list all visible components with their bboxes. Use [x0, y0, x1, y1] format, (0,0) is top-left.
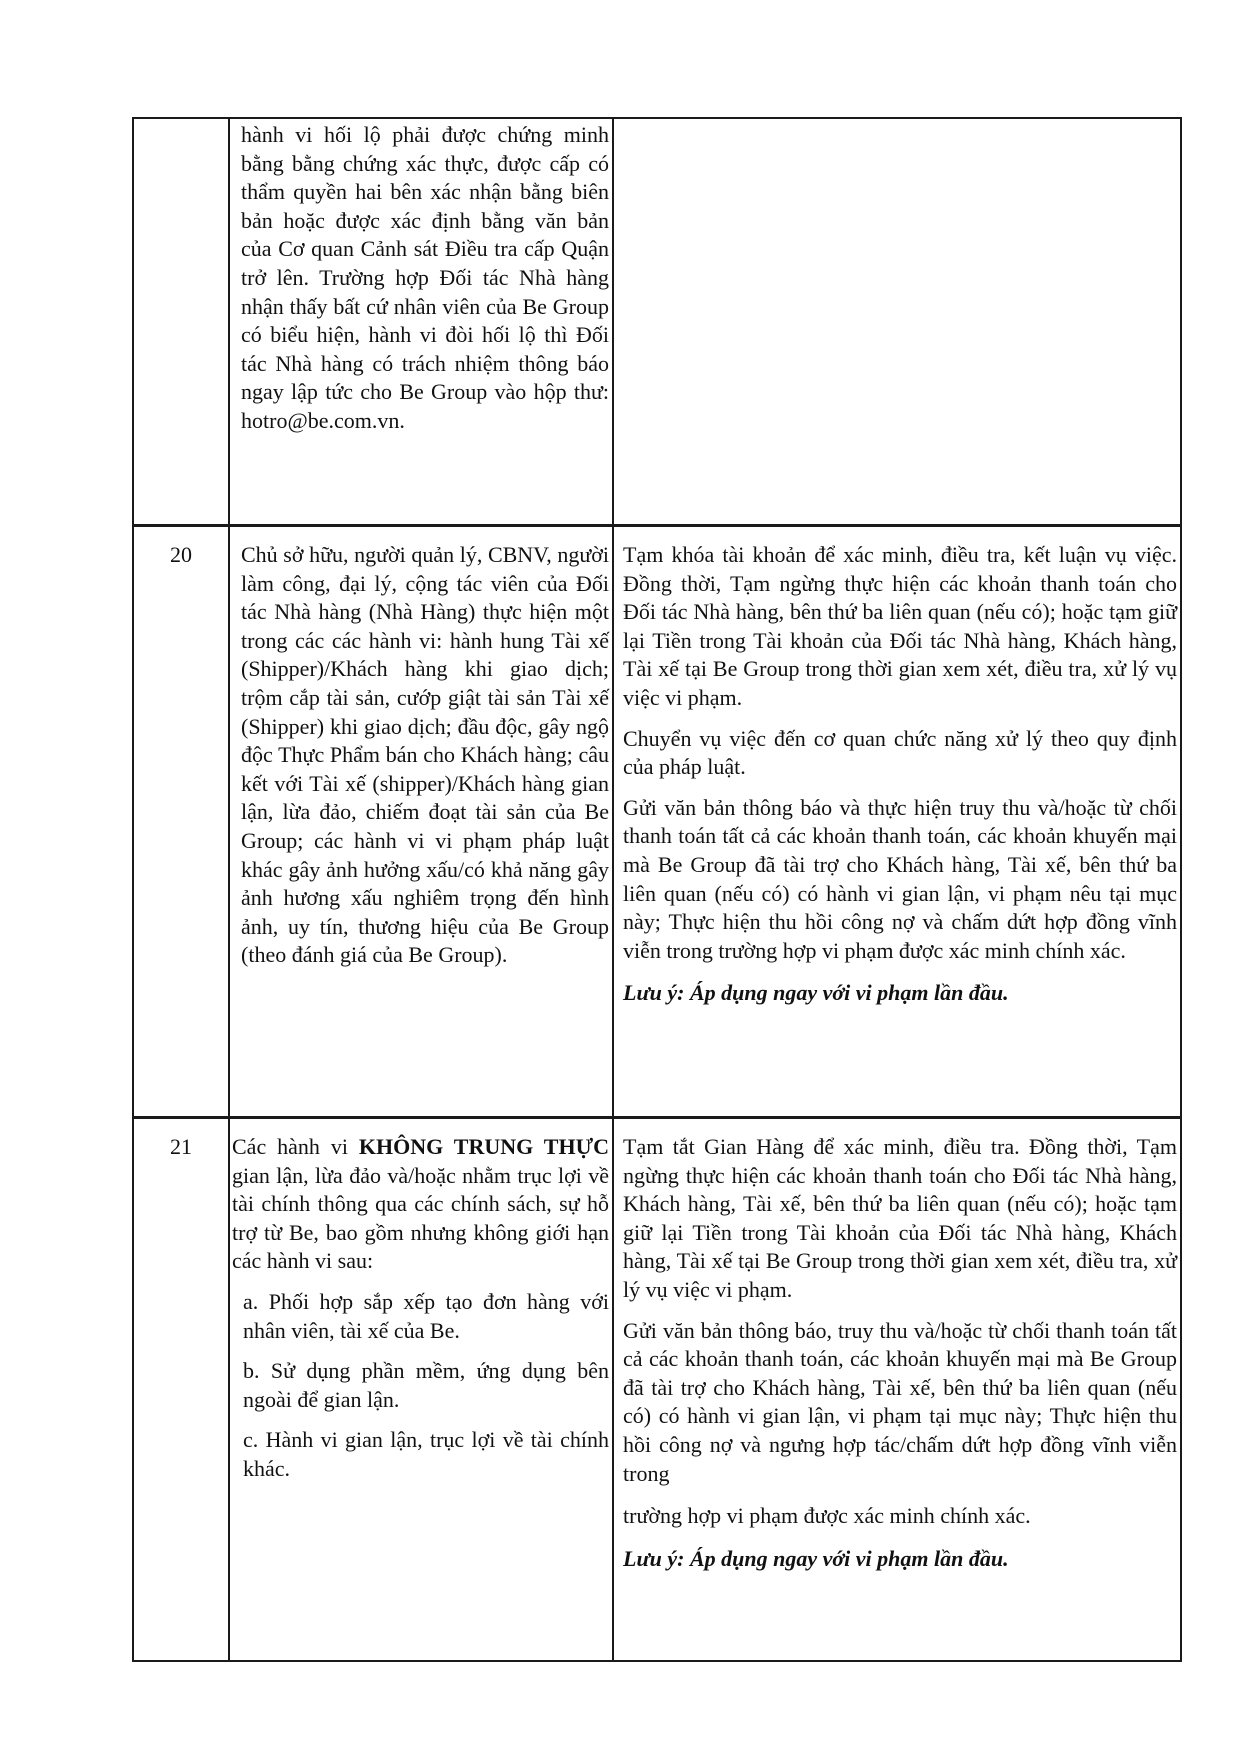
penalty-note: Lưu ý: Áp dụng ngay với vi phạm lần đầu. [623, 980, 1009, 1006]
violation-description-cell [229, 1118, 613, 1662]
penalty-paragraph: Gửi văn bản thông báo và thực hiện truy thu và/hoặc từ chối thanh toán tất cả các khoản thanh toán, các khoản khuyến mại mà Be Group đã tài trợ cho Khách hàng, Tài xế, bên thứ ba liên quan (nếu có) có hành vi gian lận, vi phạm nêu tại mục này; Thực hiện thu hồi công nợ và chấm dứt hợp đồng vĩnh viễn trong trường hợp vi phạm được xác minh chính xác. [623, 794, 1177, 963]
penalty-paragraph: Tạm tắt Gian Hàng để xác minh, điều tra. Đồng thời, Tạm ngừng thực hiện các khoản thanh toán cho Đối tác Nhà hàng, Khách hàng, Tài xế, bên thứ ba liên quan (nếu có); hoặc tạm giữ lại Tiền trong Tài khoản của Đối tác Nhà hàng, Khách hàng, Tài xế tại Be Group trong thời gian xem xét, điều tra, xử lý vụ việc vi phạm. [623, 1134, 1177, 1302]
row-number-cell [133, 118, 229, 526]
penalty-cell [613, 1118, 1181, 1662]
penalty-paragraph: Gửi văn bản thông báo, truy thu và/hoặc từ chối thanh toán tất cả các khoản thanh toán, các khoản khuyến mại mà Be Group đã tài trợ cho Khách hàng, Tài xế, bên thứ ba liên quan (nếu có) có hành vi gian lận, vi phạm tại mục này; Thực hiện thu hồi công nợ và ngưng hợp tác/chấm dứt hợp đồng vĩnh viễn trong [623, 1317, 1177, 1486]
violation-table [132, 117, 1182, 1662]
description-keyword: KHÔNG TRUNG THỰC [358, 1134, 609, 1159]
table-row-20 [133, 526, 1181, 1118]
penalty-paragraph: Tạm khóa tài khoản để xác minh, điều tra, kết luận vụ việc. Đồng thời, Tạm ngừng thực hiện các khoản thanh toán cho Đối tác Nhà hàng, bên thứ ba liên quan (nếu có); hoặc tạm giữ lại Tiền trong Tài khoản của Đối tác Nhà hàng, Khách hàng, Tài xế tại Be Group trong thời gian xem xét, điều tra, xử lý vụ việc vi phạm. [623, 542, 1177, 710]
violation-description [232, 1133, 609, 1276]
penalty-paragraph: Chuyển vụ việc đến cơ quan chức năng xử lý theo quy định của pháp luật. [623, 725, 1177, 780]
description-suffix: gian lận, lừa đảo và/hoặc nhằm trục lợi về tài chính thông qua các chính sách, sự hỗ trợ từ Be, bao gồm nhưng không giới hạn các hành vi sau: [232, 1162, 609, 1274]
row-number-cell: 20 [133, 526, 229, 1118]
table-row-continuation [133, 118, 1181, 526]
row-number-cell: 21 [133, 1118, 229, 1662]
violation-description-cell [229, 118, 613, 526]
violation-item-c: c. Hành vi gian lận, trục lợi về tài chính khác. [243, 1427, 609, 1481]
penalty-paragraph: trường hợp vi phạm được xác minh chính xác. [623, 1503, 1031, 1529]
violation-description: Chủ sở hữu, người quản lý, CBNV, người làm công, đại lý, cộng tác viên của Đối tác Nhà hàng (Nhà Hàng) thực hiện một trong các các hành vi: hành hung Tài xế (Shipper)/Khách hàng khi giao dịch; trộm cắp tài sản, cướp giật tài sản Tài xế (Shipper) khi giao dịch; đầu độc, gây ngộ độc Thực Phẩm bán cho Khách hàng; câu kết với Tài xế (shipper)/Khách hàng gian lận, lừa đảo, chiếm đoạt tài sản của Be Group; các hành vi vi phạm pháp luật khác gây ảnh hưởng xấu/có khả năng gây ảnh hương xấu nghiêm trọng đến hình ảnh, uy tín, thương hiệu của Be Group (theo đánh giá của Be Group). [241, 542, 609, 968]
violation-item-a: a. Phối hợp sắp xếp tạo đơn hàng với nhân viên, tài xế của Be. [243, 1288, 609, 1343]
table-row-21 [133, 1118, 1181, 1662]
violation-item-b: b. Sử dụng phần mềm, ứng dụng bên ngoài để gian lận. [243, 1358, 609, 1412]
violation-description: hành vi hối lộ phải được chứng minh bằng bằng chứng xác thực, được cấp có thẩm quyền hai bên xác nhận bằng biên bản hoặc được xác định bằng văn bản của Cơ quan Cảnh sát Điều tra cấp Quận trở lên. Trường hợp Đối tác Nhà hàng nhận thấy bất cứ nhân viên của Be Group có biểu hiện, hành vi đòi hối lộ thì Đối tác Nhà hàng có trách nhiệm thông báo ngay lập tức cho Be Group vào hộp thư: hotro@be.com.vn. [241, 122, 609, 433]
description-prefix: Các hành vi [232, 1134, 359, 1159]
penalty-cell-empty [613, 118, 1181, 526]
violation-description-cell [229, 526, 613, 1118]
penalty-note: Lưu ý: Áp dụng ngay với vi phạm lần đầu. [623, 1545, 1009, 1571]
penalty-cell [613, 526, 1181, 1118]
